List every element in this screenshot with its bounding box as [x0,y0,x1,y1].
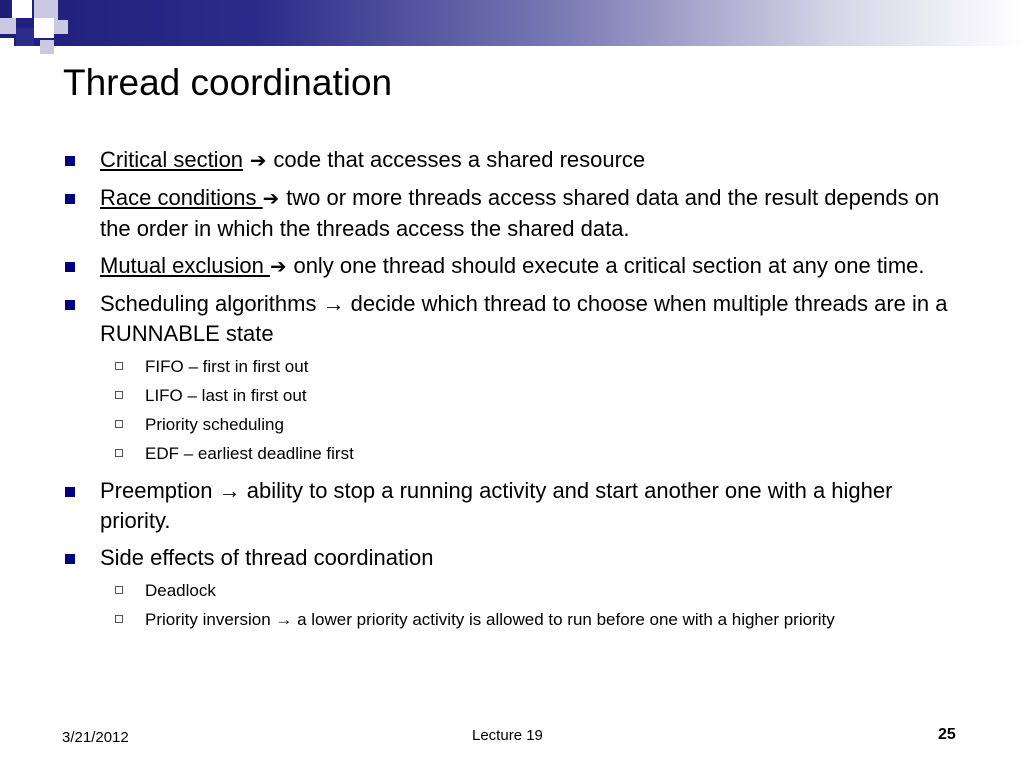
sub-bullet-text: Priority scheduling [145,415,284,434]
bullet-item [63,251,963,282]
bullet-text: code that accesses a shared resource [273,147,646,172]
sub-bullet-text: Priority inversion → a lower priority activity is allowed to run before one with a higher priority [145,610,835,629]
sub-bullet-item [63,385,963,406]
right-arrow-icon: ➔ [262,187,287,210]
hollow-square-bullet-icon [115,615,123,623]
sub-bullet-item [63,443,963,464]
right-arrow-icon: ➔ [269,255,294,278]
header-gradient-bar [0,0,1024,46]
bullet-item [63,543,963,573]
slide-title: Thread coordination [63,62,393,103]
hollow-square-bullet-icon [115,420,123,428]
bullet-item [63,183,963,244]
decorative-square [0,18,16,34]
right-arrow-icon: ➔ [243,149,274,172]
bullet-item [63,476,963,536]
square-bullet-icon [65,156,75,166]
bullet-term: Critical section [100,147,244,172]
bullet-text: only one thread should execute a critical section at any one time. [293,253,925,278]
sub-bullet-text: LIFO – last in first out [145,386,307,405]
decorative-square [16,28,34,46]
footer-page-number: 25 [938,726,956,743]
sub-bullet-item [63,609,963,630]
bullet-text: Scheduling algorithms → decide which thread to choose when multiple threads are in a RUNNABLE state [100,291,948,346]
decorative-square [34,0,58,20]
bullet-item [63,289,963,349]
footer-date: 3/21/2012 [62,729,129,746]
footer-lecture: Lecture 19 [472,727,543,744]
square-bullet-icon [65,487,75,497]
bullet-term: Mutual exclusion [100,253,270,278]
square-bullet-icon [65,194,75,204]
sub-bullet-text: Deadlock [145,581,216,600]
bullet-text: Side effects of thread coordination [100,545,434,570]
bullet-text: two or more threads access shared data and the result depends on the order in which the threads access the shared data. [100,185,940,241]
decorative-square [0,38,14,50]
slide-content [63,145,963,638]
sub-bullet-item [63,356,963,377]
decorative-square [54,20,68,34]
square-bullet-icon [65,554,75,564]
decorative-square [40,40,54,54]
bullet-text: Preemption → ability to stop a running activity and start another one with a higher priority. [100,478,893,533]
hollow-square-bullet-icon [115,391,123,399]
sub-bullet-text: FIFO – first in first out [145,357,309,376]
hollow-square-bullet-icon [115,586,123,594]
sub-bullet-item [63,414,963,435]
square-bullet-icon [65,262,75,272]
decorative-square [34,18,54,38]
decorative-square [12,0,32,18]
bullet-term: Race conditions [100,185,263,210]
sub-bullet-item [63,580,963,601]
sub-bullet-text: EDF – earliest deadline first [145,444,354,463]
square-bullet-icon [65,300,75,310]
bullet-item [63,145,963,176]
hollow-square-bullet-icon [115,449,123,457]
hollow-square-bullet-icon [115,362,123,370]
